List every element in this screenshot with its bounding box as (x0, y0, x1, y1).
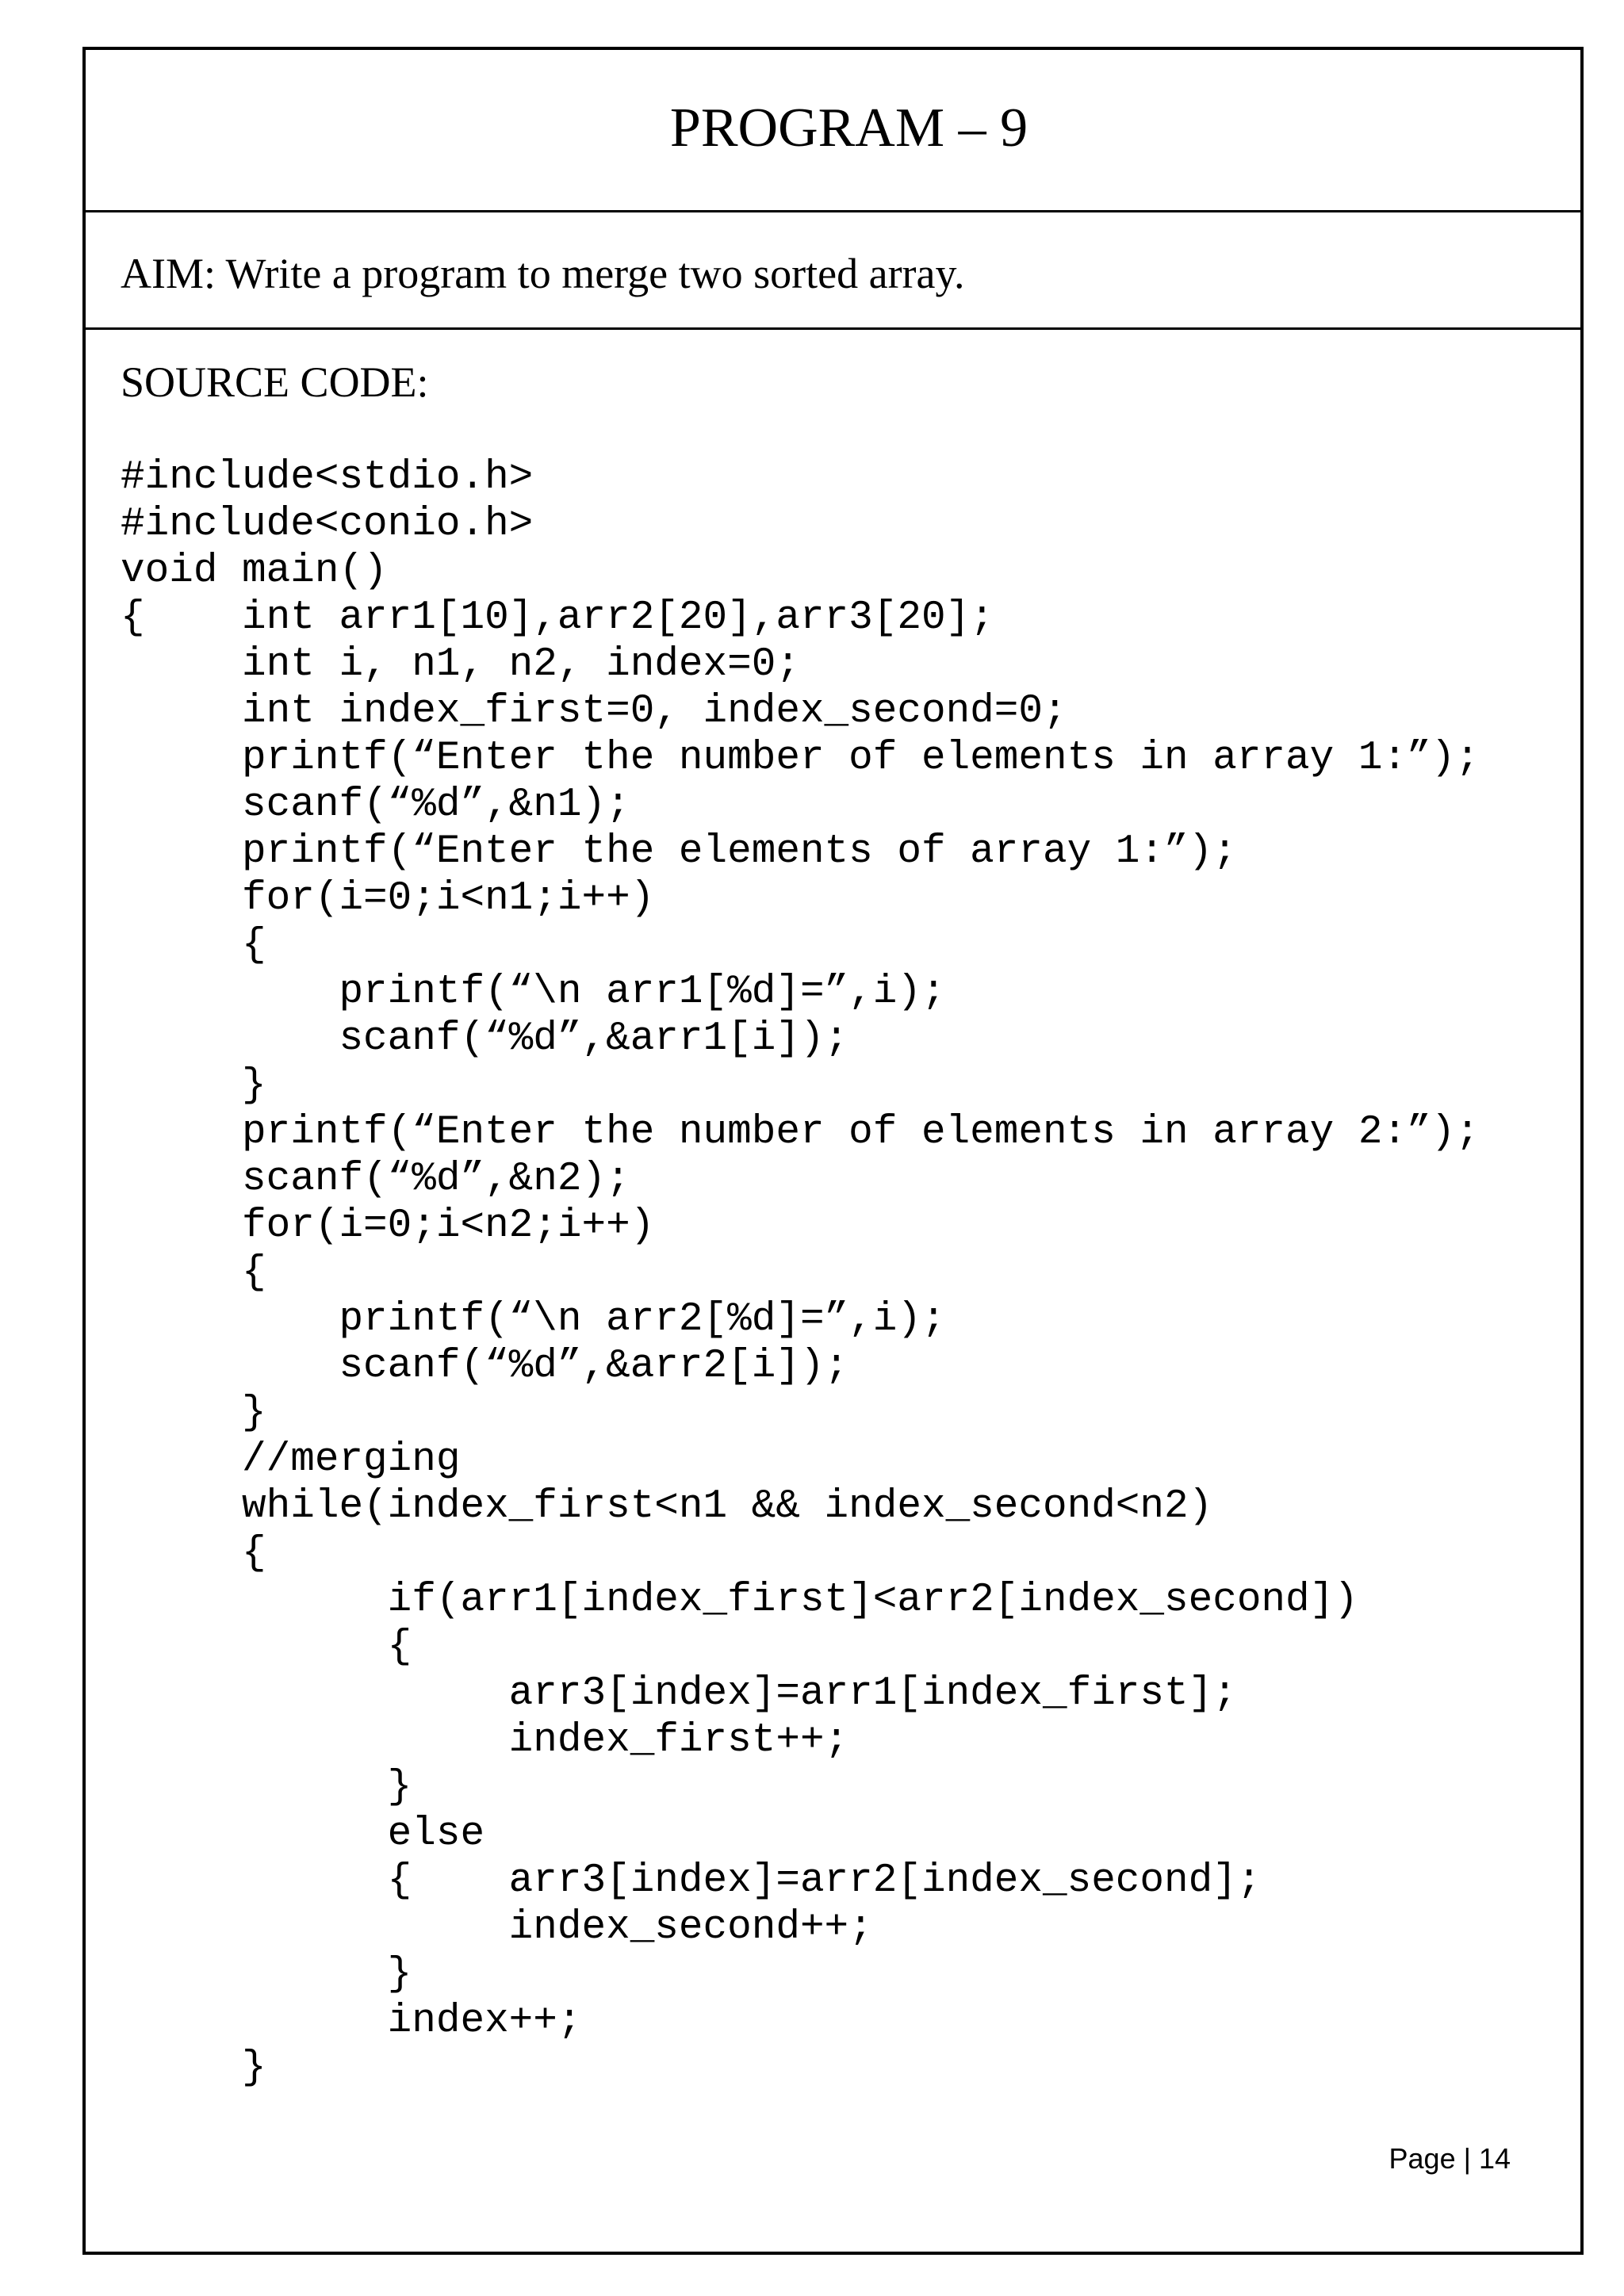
aim-section (86, 212, 1580, 330)
code-line: printf(“\n arr2[%d]=”,i); (121, 1297, 946, 1342)
code-line: } (121, 1765, 412, 1810)
code-line: int index_first=0, index_second=0; (121, 689, 1067, 734)
code-line: printf(“Enter the number of elements in array 1:”); (121, 736, 1480, 781)
code-line: } (121, 1063, 266, 1108)
code-line: #include<conio.h> (121, 502, 534, 547)
title-section (86, 50, 1580, 212)
code-line: } (121, 1391, 266, 1436)
code-line: else (121, 1812, 485, 1857)
code-line: index++; (121, 1999, 582, 2044)
code-line: { (121, 1624, 412, 1670)
program-title: PROGRAM – 9 (669, 98, 1028, 159)
code-line: } (121, 2045, 266, 2091)
code-line: index_second++; (121, 1905, 873, 1950)
code-line: scanf(“%d”,&arr2[i]); (121, 1344, 849, 1389)
code-line: for(i=0;i<n2;i++) (121, 1203, 655, 1249)
code-line: for(i=0;i<n1;i++) (121, 876, 655, 921)
code-line: scanf(“%d”,&n2); (121, 1157, 630, 1202)
code-line: arr3[index]=arr1[index_first]; (121, 1671, 1237, 1716)
code-line: while(index_first<n1 && index_second<n2) (121, 1484, 1213, 1529)
source-code-block (121, 454, 1480, 2091)
code-line: int i, n1, n2, index=0; (121, 642, 800, 687)
aim-text: AIM: Write a program to merge two sorted array. (121, 250, 965, 297)
code-line: index_first++; (121, 1718, 849, 1763)
page-number: Page | 14 (1388, 2142, 1511, 2175)
code-line: { (121, 1531, 266, 1576)
source-code-heading: SOURCE CODE: (121, 358, 429, 406)
code-line: printf(“\n arr1[%d]=”,i); (121, 970, 946, 1015)
code-line: //merging (121, 1437, 461, 1483)
code-line: scanf(“%d”,&n1); (121, 783, 630, 828)
code-line: { (121, 923, 266, 968)
code-line: #include<stdio.h> (121, 455, 534, 500)
code-line: { (121, 1250, 266, 1295)
code-line: } (121, 1952, 412, 1997)
code-line: if(arr1[index_first]<arr2[index_second]) (121, 1578, 1358, 1623)
page-frame (82, 47, 1584, 2255)
code-line: printf(“Enter the number of elements in array 2:”); (121, 1110, 1480, 1155)
code-line: void main() (121, 549, 388, 594)
code-line: { int arr1[10],arr2[20],arr3[20]; (121, 595, 994, 641)
code-line: scanf(“%d”,&arr1[i]); (121, 1016, 849, 1062)
code-line: { arr3[index]=arr2[index_second]; (121, 1858, 1262, 1904)
code-line: printf(“Enter the elements of array 1:”); (121, 829, 1237, 874)
